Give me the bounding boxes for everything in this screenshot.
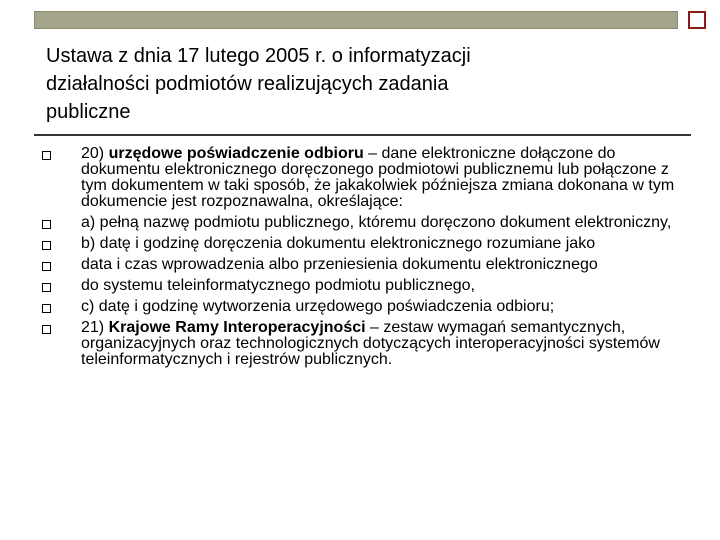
square-bullet-icon (42, 220, 51, 229)
list-item (42, 299, 682, 315)
list-item (42, 278, 682, 294)
item-text: – zestaw wymagań semantycznych, organizacyjnych oraz technologicznych dotyczących interoperacyjności systemów teleinformatycznych i rejestrów publicznych. (81, 319, 660, 368)
list-item (42, 146, 682, 210)
item-term: Krajowe Ramy Interoperacyjności (108, 319, 366, 336)
bullet-list (42, 146, 682, 373)
title-line-2: działalności podmiotów realizujących zadania (46, 73, 449, 95)
square-bullet-icon (42, 325, 51, 334)
item-text: b) datę i godzinę doręczenia dokumentu elektronicznego rozumiane jako (81, 235, 596, 252)
item-text: data i czas wprowadzenia albo przeniesienia dokumentu elektronicznego (81, 256, 598, 273)
item-text: a) pełną nazwę podmiotu publicznego, któremu doręczono dokument elektroniczny, (81, 214, 672, 231)
square-bullet-icon (42, 262, 51, 271)
top-decorative-bar (34, 11, 678, 29)
list-item (42, 257, 682, 273)
item-term: urzędowe poświadczenie odbioru (108, 145, 364, 162)
list-item (42, 320, 682, 368)
slide-title (46, 42, 666, 126)
item-prefix: 21) (81, 319, 109, 336)
title-line-1: Ustawa z dnia 17 lutego 2005 r. o informatyzacji (46, 45, 471, 67)
title-divider (34, 134, 691, 136)
square-bullet-icon (42, 151, 51, 160)
square-bullet-icon (42, 304, 51, 313)
list-item (42, 236, 682, 252)
square-bullet-icon (42, 241, 51, 250)
list-item (42, 215, 682, 231)
square-bullet-icon (42, 283, 51, 292)
corner-square-icon (688, 11, 706, 29)
item-text: do systemu teleinformatycznego podmiotu publicznego, (81, 277, 475, 294)
item-prefix: 20) (81, 145, 109, 162)
item-text: c) datę i godzinę wytworzenia urzędowego poświadczenia odbioru; (81, 298, 555, 315)
item-text: – dane elektroniczne dołączone do dokumentu elektronicznego doręczonego podmiotowi publicznemu lub połączone z tym dokumentem w taki sposób, że jakakolwiek późniejsza zmiana dokonana w tym dokumencie jest rozpoznawalna, określające: (81, 145, 675, 210)
title-line-3: publiczne (46, 101, 131, 123)
